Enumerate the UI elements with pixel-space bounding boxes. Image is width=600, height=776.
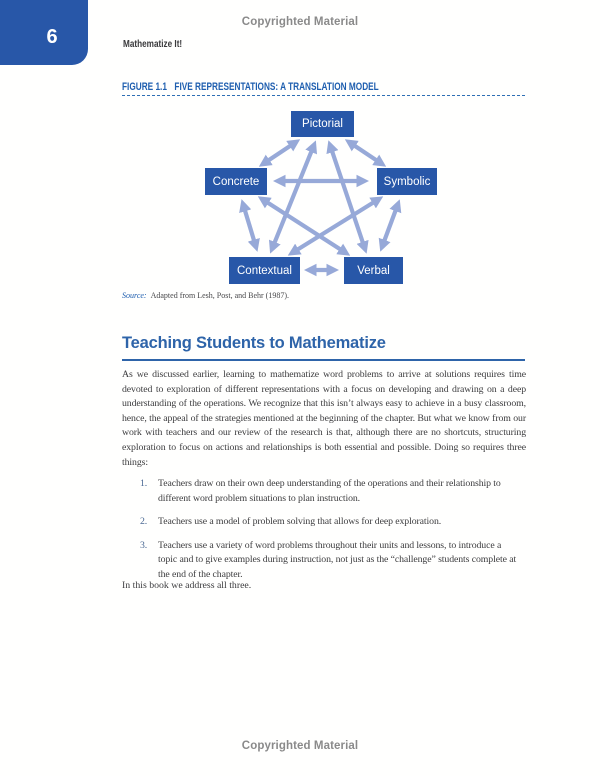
closing-paragraph: In this book we address all three.	[122, 580, 252, 591]
running-header: Mathematize It!	[123, 38, 183, 50]
page-number-badge	[0, 0, 88, 65]
source-label: Source:	[122, 291, 147, 300]
figure-source	[122, 291, 289, 300]
arrow-pictorial-verbal	[330, 145, 365, 249]
diagram-node-concrete: Concrete	[205, 168, 267, 195]
list-item	[122, 515, 522, 530]
arrow-pictorial-contextual	[272, 145, 314, 249]
list-number: 1.	[140, 478, 148, 489]
list-item-text: Teachers use a variety of word problems throughout their units and lessons, to introduce a topic and to give examples during instruction, not just as the “challenge” students complete at the end of the chapter.	[158, 539, 517, 580]
copyright-notice-bottom: Copyrighted Material	[241, 740, 359, 752]
numbered-list	[122, 477, 522, 592]
body-paragraph: As we discussed earlier, learning to mathematize word problems to arrive at solutions requires time devoted to exploration of different representations with a focus on developing and drawing on a deep understanding of the operations. We recognize that this isn’t always easy to achieve in a busy classroom, hence, the appeal of the strategies mentioned at the beginning of the chapter. But what we know from our work with teachers and our review of the research is that, although there are no shortcuts, structuring exploration to focus on actions and relationships is both essential and possible. Doing so requires three things:	[122, 369, 526, 468]
figure-label: FIGURE 1.1	[122, 81, 167, 93]
page-number: 6	[46, 25, 58, 48]
section-heading: Teaching Students to Mathematize	[122, 334, 525, 361]
diagram-node-verbal: Verbal	[344, 257, 403, 284]
list-number: 3.	[140, 539, 148, 551]
dashed-divider	[122, 95, 525, 96]
arrow-pictorial-symbolic	[349, 142, 382, 164]
translation-model-diagram	[105, 105, 555, 295]
arrow-symbolic-verbal	[382, 204, 398, 247]
figure-title-text: FIVE REPRESENTATIONS: A TRANSLATION MODEL	[174, 81, 379, 93]
list-item	[122, 539, 522, 583]
source-text: Adapted from Lesh, Post, and Behr (1987).	[150, 291, 290, 300]
list-item-text: Teachers use a model of problem solving that allows for deep exploration.	[158, 516, 442, 528]
list-item-text: Teachers draw on their own deep understanding of the operations and their relationship to different word problem situations to plan instruction.	[158, 478, 501, 504]
arrow-pictorial-concrete	[263, 142, 296, 164]
diagram-node-symbolic: Symbolic	[377, 168, 437, 195]
diagram-node-pictorial: Pictorial	[291, 111, 354, 137]
figure-caption	[122, 81, 379, 93]
diagram-node-contextual: Contextual	[229, 257, 300, 284]
list-item	[122, 477, 522, 506]
list-number: 2.	[140, 516, 148, 528]
arrow-concrete-contextual	[243, 204, 256, 247]
copyright-notice-top: Copyrighted Material	[241, 16, 359, 28]
